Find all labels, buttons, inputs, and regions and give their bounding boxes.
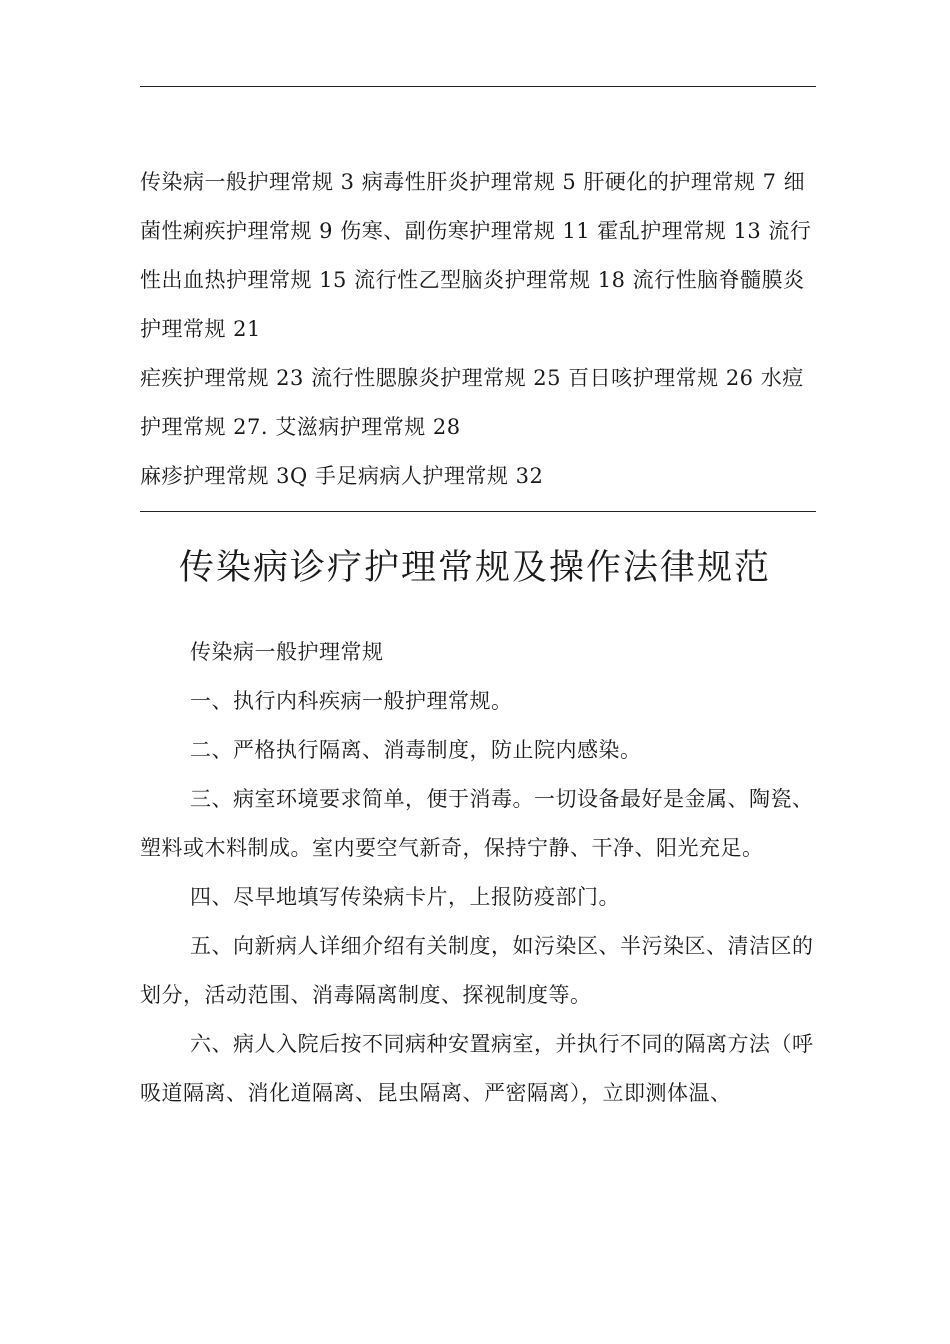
toc-line: 护理常规 21 [140, 317, 261, 341]
document-title: 传染病诊疗护理常规及操作法律规范 [178, 548, 771, 588]
paragraph-item: 五、向新病人详细介绍有关制度，如污染区、半污染区、清洁区的划分，活动范围、消毒隔离制度、探视制度等。 [140, 934, 814, 1007]
document-body [140, 628, 820, 1118]
toc-line: 性出血热护理常规 15 流行性乙型脑炎护理常规 18 流行性脑脊髓膜炎 [140, 268, 805, 292]
toc-line: 菌性痢疾护理常规 9 伤寒、副伤寒护理常规 11 霍乱护理常规 13 流行 [140, 219, 812, 243]
paragraph-item: 二、严格执行隔离、消毒制度，防止院内感染。 [190, 738, 642, 762]
section-heading: 传染病一般护理常规 [190, 640, 384, 664]
paragraph-item: 四、尽早地填写传染病卡片，上报防疫部门。 [190, 885, 620, 909]
paragraph-item: 六、病人入院后按不同病种安置病室，并执行不同的隔离方法（呼吸道隔离、消化道隔离、昆虫隔离、严密隔离），立即测体温、 [140, 1032, 814, 1105]
paragraph-item: 一、执行内科疾病一般护理常规。 [190, 689, 513, 713]
toc-line: 麻疹护理常规 3Q 手足病病人护理常规 32 [140, 464, 544, 488]
toc-line: 护理常规 27. 艾滋病护理常规 28 [140, 415, 461, 439]
toc-line: 疟疾护理常规 23 流行性腮腺炎护理常规 25 百日咳护理常规 26 水痘 [140, 366, 804, 390]
toc-bottom-divider [140, 511, 816, 512]
top-divider [140, 86, 816, 87]
paragraph-item: 三、病室环境要求简单，便于消毒。一切设备最好是金属、陶瓷、塑料或木料制成。室内要空气新奇，保持宁静、干净、阳光充足。 [140, 787, 814, 860]
toc-line: 传染病一般护理常规 3 病毒性肝炎护理常规 5 肝硬化的护理常规 7 细 [140, 170, 806, 194]
table-of-contents [140, 158, 820, 501]
